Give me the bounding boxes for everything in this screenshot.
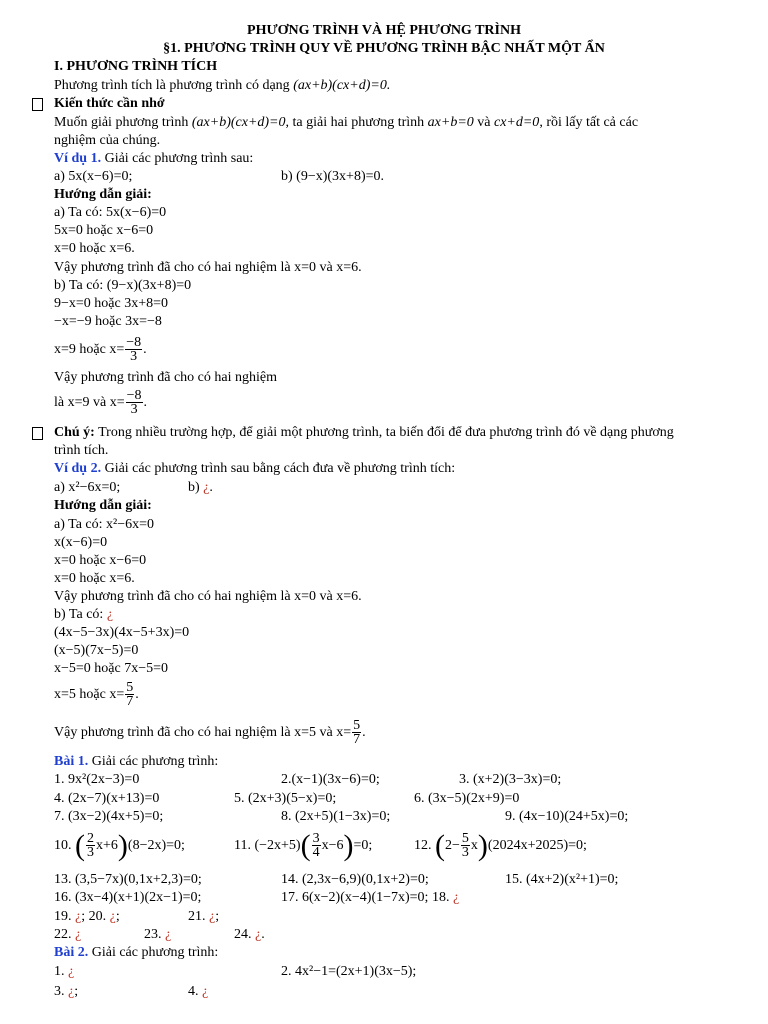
checkbox-icon <box>32 427 43 440</box>
solution-line: b) Ta có: ¿ <box>54 607 114 622</box>
solution-line: b) Ta có: (9−x)(3x+8)=0 <box>54 278 192 293</box>
example-1-b: b) (9−x)(3x+8)=0. <box>281 169 384 184</box>
example-1-a: a) 5x(x−6)=0; <box>54 169 133 184</box>
exercise-item: 21. ¿; <box>188 909 220 924</box>
fraction: $\frac{2}{3}$ <box>87 831 94 861</box>
solution-line: là x=9 và x= $\frac{-8}{3}$ . <box>54 388 148 418</box>
exercise-item: 22. ¿ <box>54 927 82 942</box>
solution-line: Vậy phương trình đã cho có hai nghiệm là x=0 và x=6. <box>54 589 362 604</box>
exercise-item: 10. ( $\frac{2}{3}$ x+6)(8−2x)=0; <box>54 828 185 862</box>
solution-line: (x−5)(7x−5)=0 <box>54 643 139 658</box>
exercise-item: 2. 4x²−1=(2x+1)(3x−5); <box>281 964 417 979</box>
solution-line: a) Ta có: x²−6x=0 <box>54 517 155 532</box>
knowledge-line-2: nghiệm của chúng. <box>54 133 161 148</box>
solution-line: a) Ta có: 5x(x−6)=0 <box>54 205 167 220</box>
exercise-item: 5. (2x+3)(5−x)=0; <box>234 791 337 806</box>
solution-line: x(x−6)=0 <box>54 535 108 550</box>
fraction: $\frac{-8}{3}$ <box>126 335 142 365</box>
solution-line: x=0 hoặc x=6. <box>54 241 135 256</box>
definition: Phương trình tích là phương trình có dạng (ax+b)(cx+d)=0. <box>54 78 391 93</box>
exercise-1: Bài 1. Giải các phương trình: <box>54 754 219 769</box>
solution-line: −x=−9 hoặc 3x=−8 <box>54 314 162 329</box>
exercise-item: 11. (−2x+5)( $\frac{3}{4}$ x−6)=0; <box>234 828 373 862</box>
solution-line: (4x−5−3x)(4x−5+3x)=0 <box>54 625 190 640</box>
knowledge-line: Muốn giải phương trình (ax+b)(cx+d)=0, ta giải hai phương trình ax+b=0 và cx+d=0, rồi lấy tất cả các <box>54 115 639 130</box>
exercise-item: 7. (3x−2)(4x+5)=0; <box>54 809 164 824</box>
solution-line: x−5=0 hoặc 7x−5=0 <box>54 661 169 676</box>
exercise-item: 4. (2x−7)(x+13)=0 <box>54 791 160 806</box>
fraction: $\frac{-8}{3}$ <box>126 388 142 418</box>
solution-heading: Hướng dẫn giải: <box>54 187 152 202</box>
note: Chú ý: Trong nhiều trường hợp, để giải một phương trình, ta biến đổi để đưa phương trình đó về dạng phương <box>54 425 674 440</box>
solution-line: Vậy phương trình đã cho có hai nghiệm là x=5 và x= $\frac{5}{7}$ . <box>54 718 366 748</box>
fraction: $\frac{3}{4}$ <box>312 831 320 861</box>
exercise-item: 23. ¿ <box>144 927 172 942</box>
exercise-item: 14. (2,3x−6,9)(0,1x+2)=0; <box>281 872 429 887</box>
doc-subtitle: §1. PHƯƠNG TRÌNH QUY VỀ PHƯƠNG TRÌNH BẬC NHẤT MỘT ẨN <box>163 41 605 56</box>
knowledge-title: Kiến thức cần nhớ <box>54 96 165 111</box>
solution-line: Vậy phương trình đã cho có hai nghiệm là x=0 và x=6. <box>54 260 362 275</box>
exercise-item: 16. (3x−4)(x+1)(2x−1)=0; <box>54 890 202 905</box>
checkbox-icon <box>32 98 43 111</box>
solution-line: x=0 hoặc x=6. <box>54 571 135 586</box>
example-1: Ví dụ 1. Giải các phương trình sau: <box>54 151 254 166</box>
exercise-item: 1. ¿ <box>54 964 75 979</box>
solution-line: Vậy phương trình đã cho có hai nghiệm <box>54 370 277 385</box>
exercise-item: 2.(x−1)(3x−6)=0; <box>281 772 380 787</box>
doc-title: PHƯƠNG TRÌNH VÀ HỆ PHƯƠNG TRÌNH <box>247 23 521 38</box>
fraction: $\frac{5}{7}$ <box>353 718 361 748</box>
solution-heading: Hướng dẫn giải: <box>54 498 152 513</box>
exercise-2: Bài 2. Giải các phương trình: <box>54 945 219 960</box>
exercise-item: 6. (3x−5)(2x+9)=0 <box>414 791 520 806</box>
exercise-item: 8. (2x+5)(1−3x)=0; <box>281 809 391 824</box>
solution-line: 9−x=0 hoặc 3x+8=0 <box>54 296 169 311</box>
fraction: $\frac{5}{7}$ <box>126 680 134 710</box>
section-heading: I. PHƯƠNG TRÌNH TÍCH <box>54 59 218 74</box>
exercise-item: 3. ¿; <box>54 984 79 999</box>
exercise-item: 13. (3,5−7x)(0,1x+2,3)=0; <box>54 872 202 887</box>
exercise-item: 15. (4x+2)(x²+1)=0; <box>505 872 619 887</box>
note-line-2: trình tích. <box>54 443 109 458</box>
exercise-item: 1. 9x²(2x−3)=0 <box>54 772 140 787</box>
exercise-item: 9. (4x−10)(24+5x)=0; <box>505 809 629 824</box>
example-2-a: a) x²−6x=0; <box>54 480 121 495</box>
exercise-item: 24. ¿. <box>234 927 265 942</box>
exercise-item: 3. (x+2)(3−3x)=0; <box>459 772 562 787</box>
exercise-item: 19. ¿; 20. ¿; <box>54 909 120 924</box>
example-2: Ví dụ 2. Giải các phương trình sau bằng cách đưa về phương trình tích: <box>54 461 456 476</box>
example-2-b: b) ¿. <box>188 480 213 495</box>
solution-line: 5x=0 hoặc x−6=0 <box>54 223 154 238</box>
exercise-item: 4. ¿ <box>188 984 209 999</box>
solution-line: x=5 hoặc x= $\frac{5}{7}$ . <box>54 680 139 710</box>
solution-line: x=9 hoặc x= $\frac{-8}{3}$ . <box>54 335 147 365</box>
solution-line: x=0 hoặc x−6=0 <box>54 553 147 568</box>
exercise-item: 12. (2− $\frac{5}{3}$ x)(2024x+2025)=0; <box>414 828 587 862</box>
exercise-item: 17. 6(x−2)(x−4)(1−7x)=0; 18. ¿ <box>281 890 460 905</box>
fraction: $\frac{5}{3}$ <box>461 831 469 861</box>
